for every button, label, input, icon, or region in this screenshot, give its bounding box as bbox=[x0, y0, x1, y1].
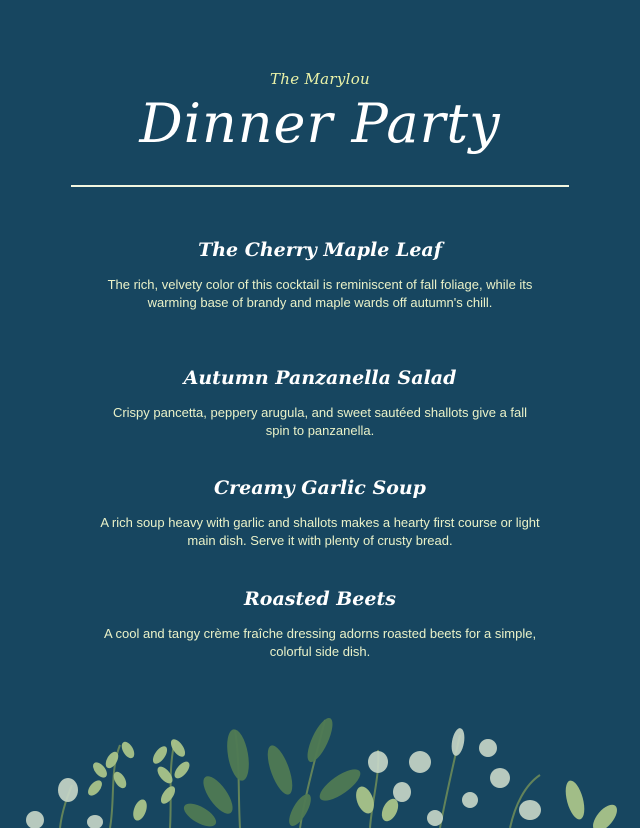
course-name: Autumn Panzanella Salad bbox=[183, 367, 457, 389]
course-description: The rich, velvety color of this cocktail is reminiscent of fall foliage, while its warming base of brandy and maple wards off autumn's chill. bbox=[107, 277, 533, 310]
course-salad bbox=[100, 366, 540, 440]
watercolor-foliage-icon bbox=[0, 700, 640, 828]
course-description: Crispy pancetta, peppery arugula, and sweet sautéed shallots give a fall spin to panzanella. bbox=[112, 405, 528, 438]
course-side bbox=[100, 587, 540, 661]
course-soup bbox=[100, 476, 540, 550]
menu-title: Dinner Party bbox=[139, 92, 501, 155]
course-cocktail bbox=[100, 238, 540, 312]
menu-subtitle: The Marylou bbox=[269, 70, 371, 88]
course-name: The Cherry Maple Leaf bbox=[198, 239, 442, 261]
course-name: Creamy Garlic Soup bbox=[214, 477, 426, 499]
course-description: A rich soup heavy with garlic and shallots makes a hearty first course or light main dish. Serve it with plenty of crusty bread. bbox=[100, 515, 540, 548]
title-divider bbox=[71, 185, 569, 187]
course-name: Roasted Beets bbox=[244, 588, 396, 610]
course-description: A cool and tangy crème fraîche dressing adorns roasted beets for a simple, colorful side dish. bbox=[103, 626, 537, 659]
